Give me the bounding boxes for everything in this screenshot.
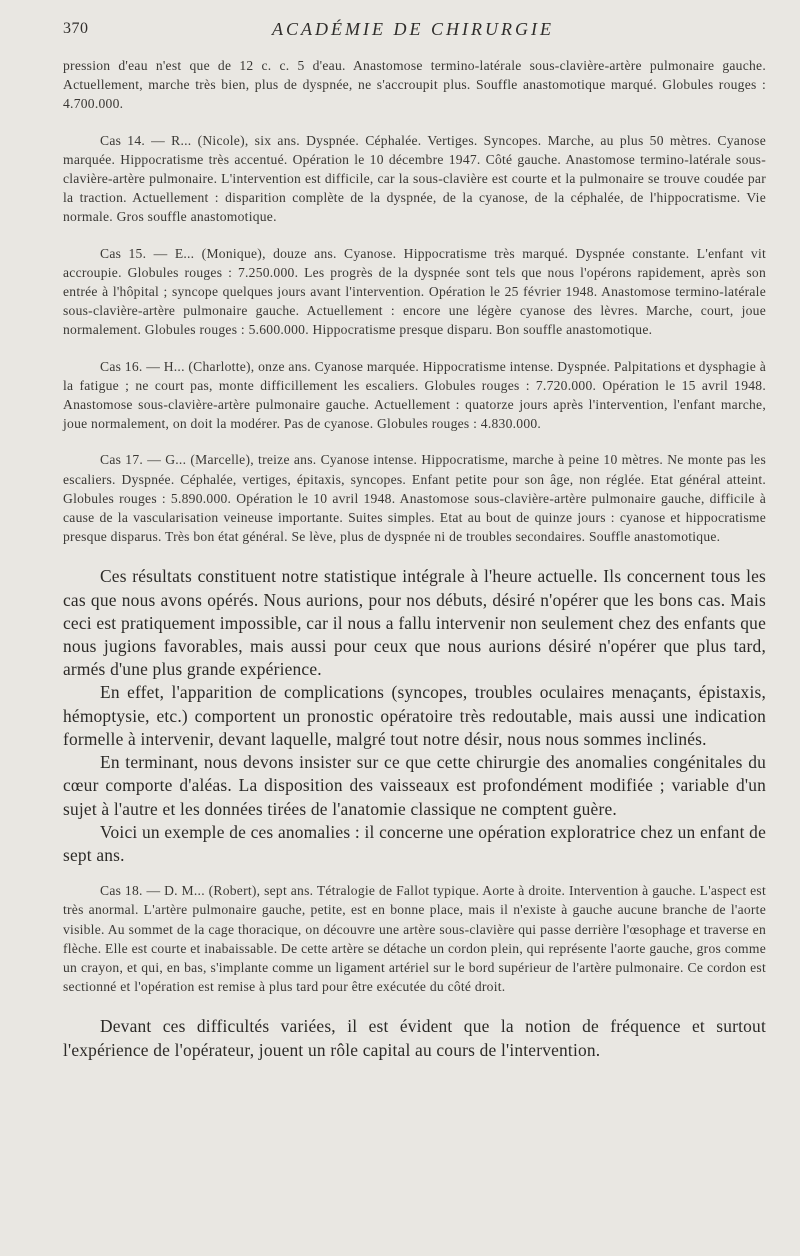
body-paragraph-anomalies: En terminant, nous devons insister sur ce que cette chirurgie des anomalies congénitales du cœur comporte d'aléas. La disposition des vaisseaux est profondément modifiée ; variable d'un sujet à l'autre et les données tirées de l'anatomie classique ne comptent guère. [63,752,766,819]
body-paragraph-results: Ces résultats constituent notre statistique intégrale à l'heure actuelle. Ils concernent tous les cas que nous avons opérés. Nous aurions, pour nos débuts, désiré n'opérer que les bons cas. Mais ceci est pratiquement impossible, car il nous a fallu intervenir non seulement chez des enfants que nous jugions favorables, mais aussi pour ceux que nous aurions désiré n'opérer que plus tard, armés d'une plus grande expérience. [63,566,766,680]
body-paragraph-conclusion: Devant ces difficultés variées, il est évident que la notion de fréquence et surtout l'expérience de l'opérateur, jouent un rôle capital au cours de l'intervention. [63,1016,766,1060]
case-15: Cas 15. — E... (Monique), douze ans. Cyanose. Hippocratisme très marqué. Dyspnée constante. L'enfant vit accroupie. Globules rouges : 7.250.000. Les progrès de la dyspnée sont tels que nous l'opérons rapidement, après son entrée à l'hôpital ; syncope quelques jours avant l'intervention. Opération le 25 février 1948. Anastomose termino-latérale sous-clavière-artère pulmonaire gauche. Actuellement : encore une légère cyanose des lèvres. Marche, court, joue normalement. Globules rouges : 5.600.000. Hippocratisme presque disparu. Bon souffle anastomotique. [63,245,766,338]
case-17: Cas 17. — G... (Marcelle), treize ans. Cyanose intense. Hippocratisme, marche à peine 10 mètres. Ne monte pas les escaliers. Dyspnée. Céphalée, vertiges, épitaxis, syncopes. Enfant petite pour son âge, non réglée. Etat général atteint. Globules rouges : 5.890.000. Opération le 10 avril 1948. Anastomose sous-clavière-artère pulmonaire gauche, difficile à cause de la vascularisation veineuse importante. Suites simples. Etat au bout de quinze jours : cyanose et hippocratisme presque disparus. Très bon état général. Se lève, plus de dyspnée ni de troubles secondaires. Souffle anastomotique. [63,452,766,545]
body-paragraph-example: Voici un exemple de ces anomalies : il concerne une opération exploratrice chez un enfant de sept ans. [63,821,766,865]
case-14: Cas 14. — R... (Nicole), six ans. Dyspnée. Céphalée. Vertiges. Syncopes. Marche, au plus 50 mètres. Cyanose marquée. Hippocratisme très accentué. Opération le 10 décembre 1947. Côté gauche. Anastomose termino-latérale sous-clavière-artère pulmonaire. L'intervention est difficile, car la sous-clavière est courte et la pulmonaire se trouve coudée par la traction. Actuellement : disparition complète de la dyspnée, de la cyanose, de la céphalée, de l'hippocratisme. Vie normale. Gros souffle anastomotique. [63,132,766,225]
page-body [63,56,766,1062]
paragraph-continuation: pression d'eau n'est que de 12 c. c. 5 d'eau. Anastomose termino-latérale sous-clavière-artère pulmonaire gauche. Actuellement, marche très bien, plus de dyspnée, ne s'accroupit plus. Souffle anastomotique marqué. Globules rouges : 4.700.000. [63,58,766,112]
page-number: 370 [63,20,89,37]
case-18: Cas 18. — D. M... (Robert), sept ans. Tétralogie de Fallot typique. Aorte à droite. Intervention à gauche. L'aspect est très anormal. L'artère pulmonaire gauche, petite, est en bonne place, mais il n'existe à gauche aucune branche de l'aorte visible. Au sommet de la cage thoracique, on découvre une artère sous-clavière qui passe derrière l'œsophage et traverse en flèche. Elle est courte et inabaissable. De cette artère se détache un cordon plein, qui représente l'aorte gauche, gros comme un crayon, et qui, en bas, s'implante comme un ligament artériel sur le bord supérieur de l'artère pulmonaire. Ce cordon est sectionné et l'opération est remise à plus tard pour être exécutée du côté droit. [63,883,766,995]
case-16: Cas 16. — H... (Charlotte), onze ans. Cyanose marquée. Hippocratisme intense. Dyspnée. Palpitations et dysphagie à la fatigue ; ne court pas, monte difficillement les escaliers. Globules rouges : 7.720.000. Opération le 15 avril 1948. Anastomose sous-clavière-artère pulmonaire gauche. Actuellement : quatorze jours après l'intervention, l'enfant marche, joue normalement, on doit la modérer. Pas de cyanose. Globules rouges : 4.830.000. [63,358,766,432]
page-header [63,16,763,46]
body-paragraph-complications: En effet, l'apparition de complications (syncopes, troubles oculaires menaçants, épistaxis, hémoptysie, etc.) comportent un pronostic opératoire très redoutable, mais aussi une indication formelle à intervenir, devant laquelle, malgré tout notre désir, nous nous sommes inclinés. [63,682,766,749]
running-title: ACADÉMIE DE CHIRURGIE [272,19,554,39]
